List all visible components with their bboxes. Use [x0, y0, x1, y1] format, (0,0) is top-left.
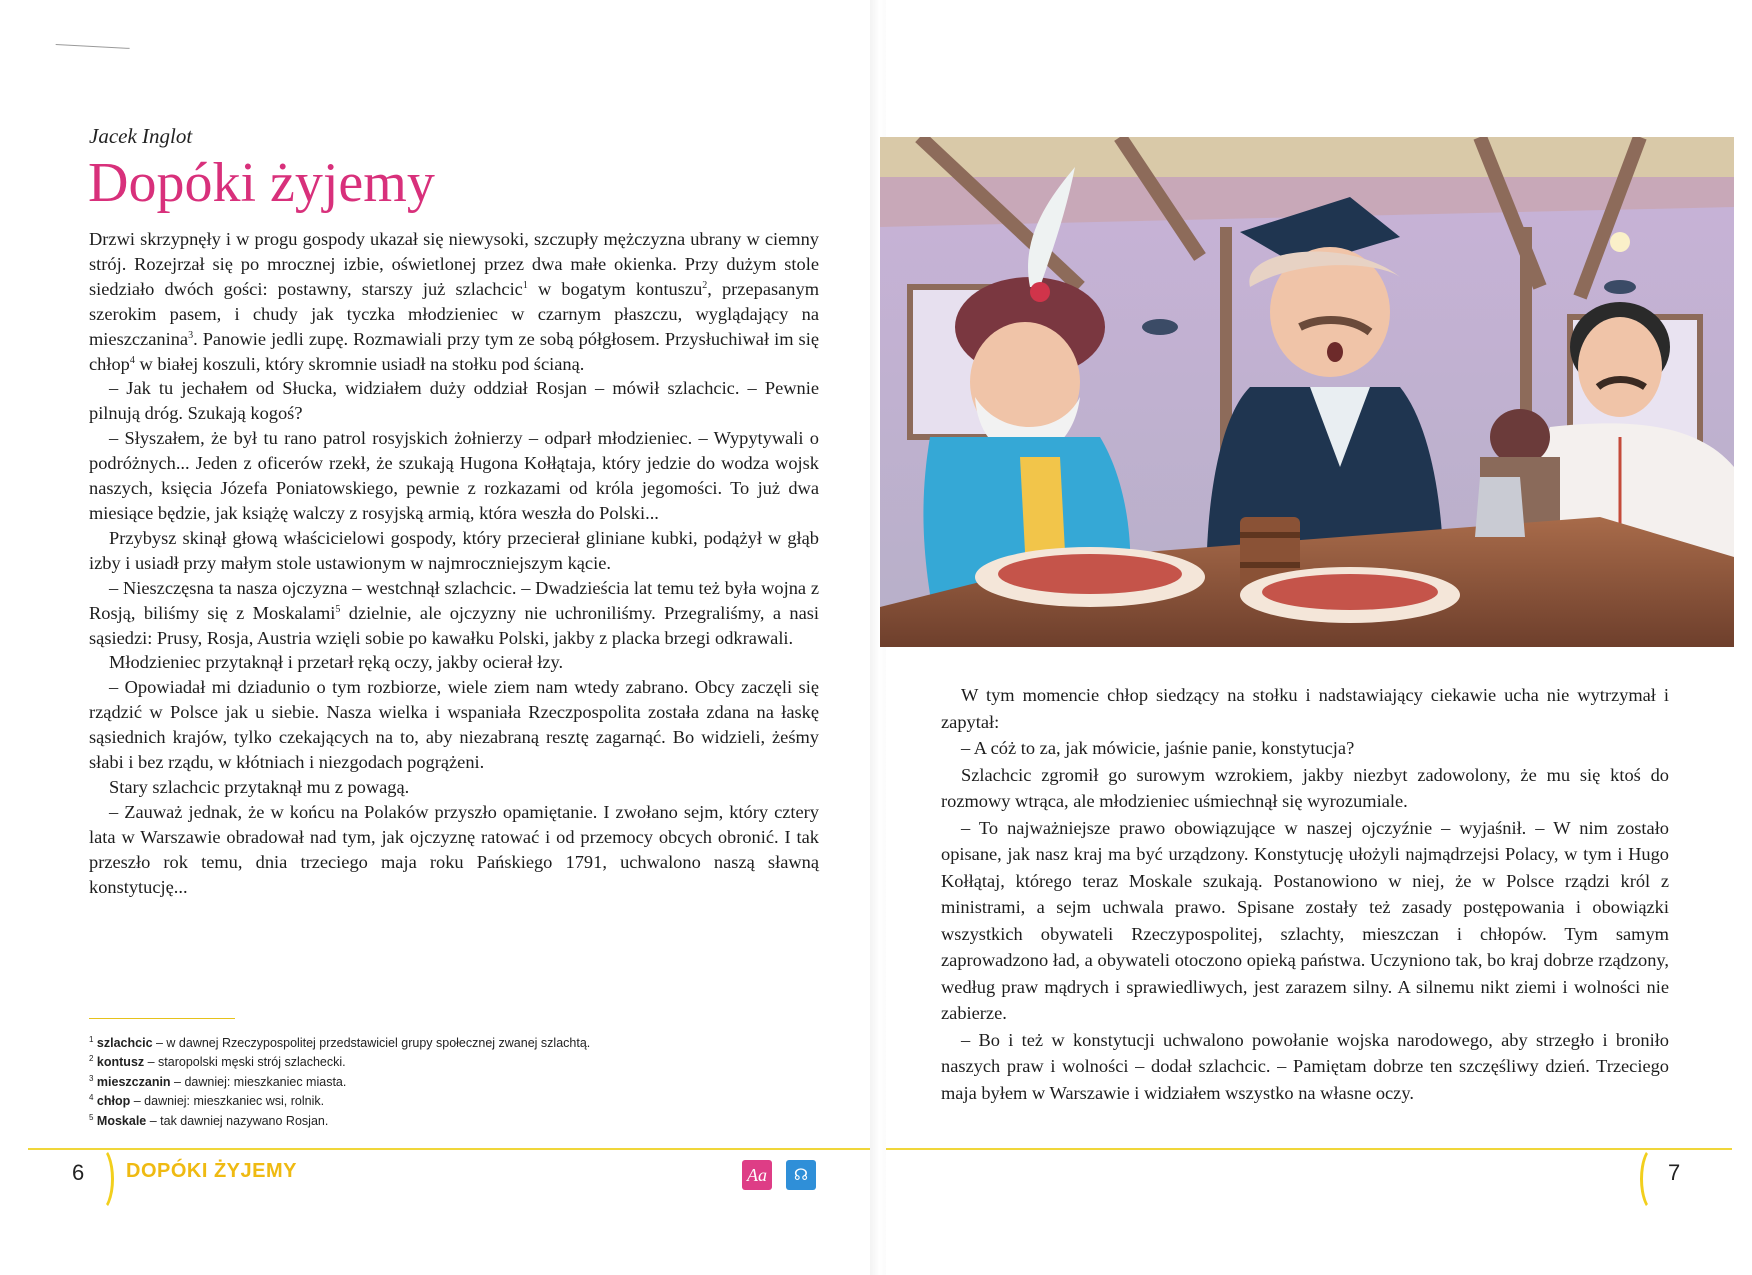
- right-paragraph: Szlachcic zgromił go surowym wzrokiem, jakby niezbyt zadowolony, że mu się ktoś do rozmowy wtrąca, ale młodzieniec uśmiechnął się wyrozumiale.: [941, 764, 1669, 811]
- footnote-ref: 3: [188, 329, 194, 341]
- left-paragraph: – Słyszałem, że był tu rano patrol rosyjskich żołnierzy – odparł młodzieniec. – Wypytywali o podróżnych... Jeden z oficerów rzekł, że szukają Hugona Kołłątaja, który jedzie do wodza wojsk naszych, księcia Józefa Poniatowskiego, pewnie z rozkazami od króla jegomości. To już dwa miesiące będzie, jak książę walczy z rosyjską armią, która weszła do Polski...: [89, 428, 819, 523]
- page-number-right: 7: [1668, 1160, 1681, 1185]
- footnote-item: $^4$ chłop – dawniej: mieszkaniec wsi, rolnik.: [89, 1093, 325, 1109]
- right-paragraph: W tym momencie chłop siedzący na stołku i nadstawiający ciekawie ucha nie wytrzymał i zapytał:: [941, 685, 1669, 732]
- page-number-left: 6: [72, 1160, 85, 1185]
- footnote-item: $^5$ Moskale – tak dawniej nazywano Rosjan.: [89, 1112, 329, 1128]
- footnote-item: $^1$ szlachcic – w dawnej Rzeczypospolitej przedstawiciel grupy społecznej zwanej szlachtą.: [89, 1034, 591, 1050]
- author-name: Jacek Inglot: [89, 124, 193, 148]
- footnote-ref: 1: [522, 279, 528, 291]
- right-paragraph: – To najważniejsze prawo obowiązujące w naszej ojczyźnie – wyjaśnił. – W nim zostało opisane, jak nasz kraj ma być urządzony. Konstytucję ułożyli najmądrzejsi Polacy, w tym i Hugo Kołłątaj, którego teraz Moskale szukają. Postanowiono w niej, że w Polsce rządzi król z ministrami, a sejm uchwala prawo. Spisane zostały też zasady postępowania i obowiązki wszystkich obywateli Rzeczypospolitej, szlachty, mieszczan i chłopów. Tym samym zaprowadzono ład, a obywateli otoczono opieką państwa. Uczyniono tak, bo kraj dobrze rządzony, według praw mądrych i sprawiedliwych, jest zarazem silny. A silnemu nikt ziemi i wolności nie zabierze.: [941, 817, 1669, 1023]
- right-page-body: [941, 682, 1669, 1106]
- running-title: DOPÓKI ŻYJEMY: [126, 1160, 297, 1182]
- right-paragraph: – Bo i też w konstytucji uchwalono powołanie wojska narodowego, aby strzegło i broniło naszych praw i wolności – dodał szlachcic. – Pamiętam dobrze ten szczęśliwy dzień. Trzeciego maja byłem w Warszawie i widziałem wszystko na własne oczy.: [941, 1029, 1669, 1103]
- pencil-mark: [56, 30, 131, 49]
- footer-bracket-left: [86, 1146, 114, 1212]
- left-paragraph: – Jak tu jechałem od Słucka, widziałem duży oddział Rosjan – mówił szlachcic. – Pewnie pilnują dróg. Szukają kogoś?: [89, 378, 819, 424]
- footnote-item: $^2$ kontusz – staropolski męski strój szlachecki.: [89, 1054, 346, 1070]
- footer-line-left: [28, 1148, 870, 1150]
- footnotes: [89, 1034, 789, 1131]
- left-paragraph: Przybysz skinął głową właścicielowi gospody, który przecierał gliniane kubki, podążył w głąb izby i usiadł przy małym stole ustawionym w najmroczniejszym kącie.: [89, 527, 819, 573]
- footnote-ref: 2: [702, 279, 708, 291]
- footnote-ref: 5: [335, 603, 341, 615]
- left-paragraph: – Zauważ jednak, że w końcu na Polaków przyszło opamiętanie. I zwołano sejm, który cztery lata w Warszawie obradował nad tym, jak ojczyznę ratować i od przemocy obcych obronić. I tak przeszło rok temu, dnia trzeciego maja roku Pańskiego 1791, uchwalono naszą sławną konstytucję...: [89, 801, 819, 897]
- story-title: Dopóki żyjemy: [88, 152, 435, 214]
- footer-bracket-right: [1640, 1146, 1668, 1212]
- footnote-item: $^3$ mieszczanin – dawniej: mieszkaniec miasta.: [89, 1073, 347, 1089]
- left-paragraph: Młodzieniec przytaknął i przetarł ręką oczy, jakby ocierał łzy.: [109, 652, 564, 673]
- faces-icon: ☊: [786, 1160, 816, 1190]
- left-page-body: [89, 227, 819, 899]
- footer-line-right: [886, 1148, 1732, 1150]
- footnote-ref: 4: [129, 354, 135, 366]
- left-paragraph: Drzwi skrzypnęły i w progu gospody ukazał się niewysoki, szczupły mężczyzna ubrany w ciemny strój. Rozejrzał się po mrocznej izbie, oświetlonej przez dwa małe okienka. Przy dużym stole siedziało dwóch gości: postawny, starszy już szlachcic$^1$ w bogatym kontuszu$^2$, przepasanym szerokim pasem, i chudy jak tyczka młodzieniec w czarnym płaszczu, wyglądający na mieszczanina$^3$. Panowie jedli zupę. Rozmawiali przy tym ze sobą półgłosem. Przysłuchiwał im się chłop$^4$ w białej koszuli, który skromnie usiadł na stołku pod ścianą.: [89, 229, 819, 374]
- left-paragraph: Stary szlachcic przytaknął mu z powagą.: [109, 776, 410, 797]
- left-paragraph: – Nieszczęsna ta nasza ojczyzna – westchnął szlachcic. – Dwadzieścia lat temu też była wojna z Rosją, biliśmy się z Moskalami$^5$ dzielnie, ale ojczyzny nie uchroniliśmy. Przegraliśmy, a nasi sąsiedzi: Prusy, Rosja, Austria wzięli sobie po kawałku Polski, jakby z placka brzegi odkrawali.: [89, 577, 819, 648]
- footnote-rule: [89, 1018, 235, 1019]
- left-paragraph: – Opowiadał mi dziadunio o tym rozbiorze, wiele ziem nam wtedy zabrano. Obcy zaczęli się rządzić w Polsce jak u siebie. Nasza wielka i wspaniała Rzeczpospolita została zdana na łaskę sąsiednich krajów, tylko czekających na to, aby niezabraną resztę zagarnąć. Bo widzieli, żeśmy słabi i bez rządu, w kłótniach i niezgodach pogrążeni.: [89, 677, 819, 773]
- tavern-illustration: [880, 137, 1734, 647]
- right-paragraph: – A cóż to za, jak mówicie, jaśnie panie, konstytucja?: [961, 738, 1355, 758]
- text-type-icon: Aa: [742, 1160, 772, 1190]
